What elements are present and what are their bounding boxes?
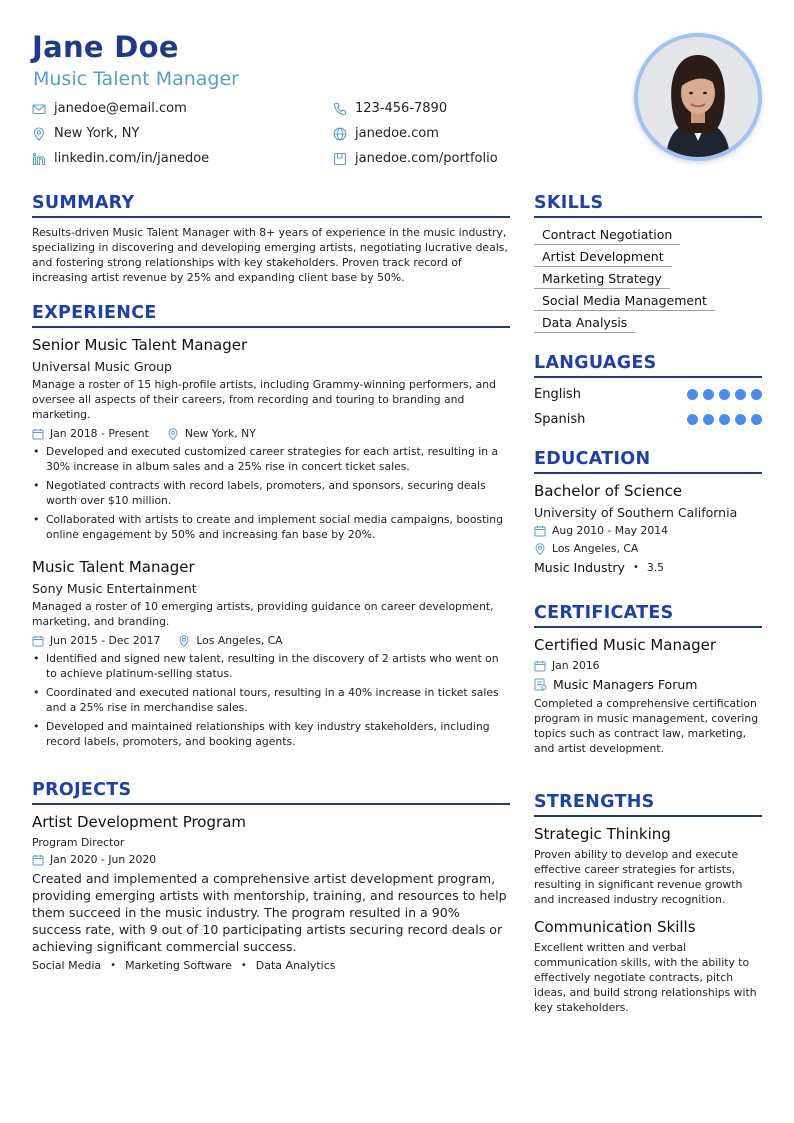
certificate-date: Jan 2016: [552, 659, 600, 672]
rating-dot: [703, 414, 714, 425]
language-rating: [682, 389, 762, 400]
strength-item: [534, 825, 762, 907]
job-dates: Jan 2018 - Present: [50, 427, 149, 440]
list-item: • Identified and signed new talent, resulting in the discovery of 2 artists who went on to achieve platinum-selling status.: [32, 651, 510, 681]
project-name: Artist Development Program: [32, 813, 246, 831]
contact-portfolio-text: janedoe.com/portfolio: [355, 151, 498, 166]
contact-phone[interactable]: [333, 101, 447, 116]
list-item: • Developed and maintained relationships with key industry stakeholders, including record labels, promoters, and booking agents.: [32, 719, 510, 749]
list-item: • Collaborated with artists to create and implement social media campaigns, boosting online engagement by 50% and increasing fan base by 20%.: [32, 512, 510, 542]
strength-item: [534, 918, 762, 1015]
job-company: Sony Music Entertainment: [32, 581, 197, 596]
certificate-name: Certified Music Manager: [534, 636, 717, 654]
education-degree: Bachelor of Science: [534, 482, 683, 500]
job-company: Universal Music Group: [32, 359, 172, 374]
languages-heading: LANGUAGES: [534, 353, 762, 378]
skills-heading: SKILLS: [534, 193, 762, 218]
project-role: Program Director: [32, 836, 125, 849]
calendar-icon: [32, 635, 44, 647]
phone-icon: [333, 102, 347, 116]
language-item: [534, 407, 762, 432]
candidate-name: Jane Doe: [32, 30, 179, 64]
skills-list: [534, 224, 762, 334]
education-school: University of Southern California: [534, 505, 738, 520]
tag-separator: •: [240, 960, 247, 971]
education-dates: Aug 2010 - May 2014: [552, 524, 668, 537]
summary-text: Results-driven Music Talent Manager with 8+ years of experience in the music industry, specializing in discovering and developing emerging artists, negotiating lucrative deals, and fostering strong relationships with key stakeholders. Proven track record of increasing artist revenue by 25% and expanding client base by 50%.: [32, 226, 508, 284]
education-field-row: [534, 560, 762, 575]
contact-website[interactable]: [333, 126, 439, 141]
summary-section: [32, 193, 510, 285]
rating-dot: [719, 389, 730, 400]
certificate-icon: [534, 678, 547, 691]
calendar-icon: [32, 854, 44, 866]
calendar-icon: [534, 525, 546, 537]
job-description: Manage a roster of 15 high-profile artists, including Grammy-winning performers, and oversee all aspects of their careers, from recording and touring to branding and marketing.: [32, 378, 496, 421]
job-title: Music Talent Manager: [32, 558, 195, 576]
languages-list: [534, 382, 762, 432]
strength-name: Communication Skills: [534, 918, 696, 936]
projects-section: [32, 780, 510, 972]
strength-description: Proven ability to develop and execute effective career strategies for artists, resulting in significant revenue growth and increased industry recognition.: [534, 848, 743, 906]
job-meta: [32, 634, 510, 647]
project-description: Created and implemented a comprehensive artist development program, providing emerging artists with mentorship, training, and resources to help them succeed in the music industry. The program resulted in a 90% success rate, with 9 out of 10 participating artists securing record deals or achieving significant commercial success.: [32, 871, 507, 954]
contact-location-text: New York, NY: [54, 126, 140, 141]
rating-dot: [719, 414, 730, 425]
calendar-icon: [534, 660, 546, 672]
globe-icon: [333, 127, 347, 141]
rating-dot: [687, 389, 698, 400]
skill-item: Social Media Management: [534, 291, 715, 311]
education-location-row: [534, 542, 762, 555]
language-name: Spanish: [534, 412, 586, 427]
certificate-issuer: Music Managers Forum: [553, 677, 698, 692]
education-section: [534, 449, 762, 575]
skills-section: [534, 193, 762, 334]
experience-heading: EXPERIENCE: [32, 303, 510, 328]
list-item: • Negotiated contracts with record labels, promoters, and sponsors, securing deals worth over $10 million.: [32, 478, 510, 508]
map-pin-icon: [178, 635, 190, 647]
contact-portfolio[interactable]: [333, 151, 498, 166]
envelope-icon: [32, 102, 46, 116]
contact-website-text: janedoe.com: [355, 126, 439, 141]
certificates-section: [534, 603, 762, 756]
list-item: • Coordinated and executed national tours, resulting in a 40% increase in ticket sales and a 25% rise in merchandise sales.: [32, 685, 510, 715]
portfolio-icon: [333, 152, 347, 166]
strength-name: Strategic Thinking: [534, 825, 671, 843]
project-dates: Jan 2020 - Jun 2020: [50, 853, 157, 866]
project-tag: Social Media: [32, 959, 102, 972]
job-dates: Jun 2015 - Dec 2017: [50, 634, 161, 647]
contact-linkedin-text: linkedin.com/in/janedoe: [54, 151, 210, 166]
skill-item: Marketing Strategy: [534, 269, 670, 289]
project-tag: Marketing Software: [125, 959, 232, 972]
job-title: Senior Music Talent Manager: [32, 336, 248, 354]
project-tags: [32, 959, 510, 972]
education-heading: EDUCATION: [534, 449, 762, 474]
strengths-heading: STRENGTHS: [534, 792, 762, 817]
map-pin-icon: [32, 127, 46, 141]
job-bullets: [32, 444, 510, 542]
project-meta: [32, 853, 510, 866]
job-description: Managed a roster of 10 emerging artists, providing guidance on career development, marketing, and branding.: [32, 600, 494, 628]
contact-email[interactable]: [32, 101, 187, 116]
profile-photo: [634, 33, 762, 161]
map-pin-icon: [167, 428, 179, 440]
rating-dot: [751, 414, 762, 425]
candidate-headline: Music Talent Manager: [33, 68, 239, 90]
project-entry: [32, 813, 510, 972]
summary-heading: SUMMARY: [32, 193, 510, 218]
contact-location: [32, 126, 139, 141]
skill-item: Data Analysis: [534, 313, 635, 333]
rating-dot: [703, 389, 714, 400]
strengths-section: [534, 792, 762, 1015]
tag-separator: •: [110, 960, 117, 971]
education-gpa: 3.5: [646, 561, 665, 574]
experience-section: [32, 303, 510, 749]
education-location: Los Angeles, CA: [552, 542, 639, 555]
strength-description: Excellent written and verbal communication skills, with the ability to effectively negotiate contracts, pitch ideas, and build strong relationships with key stakeholders.: [534, 941, 757, 1014]
contact-linkedin[interactable]: [32, 151, 209, 166]
contact-phone-text: 123-456-7890: [355, 101, 448, 116]
projects-heading: PROJECTS: [32, 780, 510, 805]
certificate-issuer-row: [534, 677, 762, 692]
map-pin-icon: [534, 543, 546, 555]
list-item: • Developed and executed customized career strategies for each artist, resulting in a 30% increase in album sales and a 25% rise in concert ticket sales.: [32, 444, 510, 474]
certificate-description: Completed a comprehensive certification program in music management, covering topics such as contract law, marketing, and artist development.: [534, 697, 759, 755]
job-meta: [32, 427, 510, 440]
job-entry: [32, 336, 510, 542]
certificates-heading: CERTIFICATES: [534, 603, 762, 628]
rating-dot: [687, 414, 698, 425]
job-location: Los Angeles, CA: [196, 634, 283, 647]
field-separator: •: [632, 562, 639, 573]
languages-section: [534, 353, 762, 432]
language-item: [534, 382, 762, 407]
job-entry: [32, 558, 510, 749]
rating-dot: [735, 414, 746, 425]
language-rating: [682, 414, 762, 425]
rating-dot: [751, 389, 762, 400]
contact-email-text: janedoe@email.com: [54, 101, 187, 116]
language-name: English: [534, 387, 581, 402]
job-bullets: [32, 651, 510, 749]
project-tag: Data Analytics: [255, 959, 336, 972]
skill-item: Artist Development: [534, 247, 672, 267]
linkedin-icon: [32, 152, 46, 166]
avatar: [638, 37, 758, 157]
education-field: Music Industry: [534, 560, 625, 575]
rating-dot: [735, 389, 746, 400]
job-location: New York, NY: [184, 427, 256, 440]
certificate-date-row: [534, 659, 762, 672]
education-dates-row: [534, 524, 762, 537]
calendar-icon: [32, 428, 44, 440]
skill-item: Contract Negotiation: [534, 225, 680, 245]
